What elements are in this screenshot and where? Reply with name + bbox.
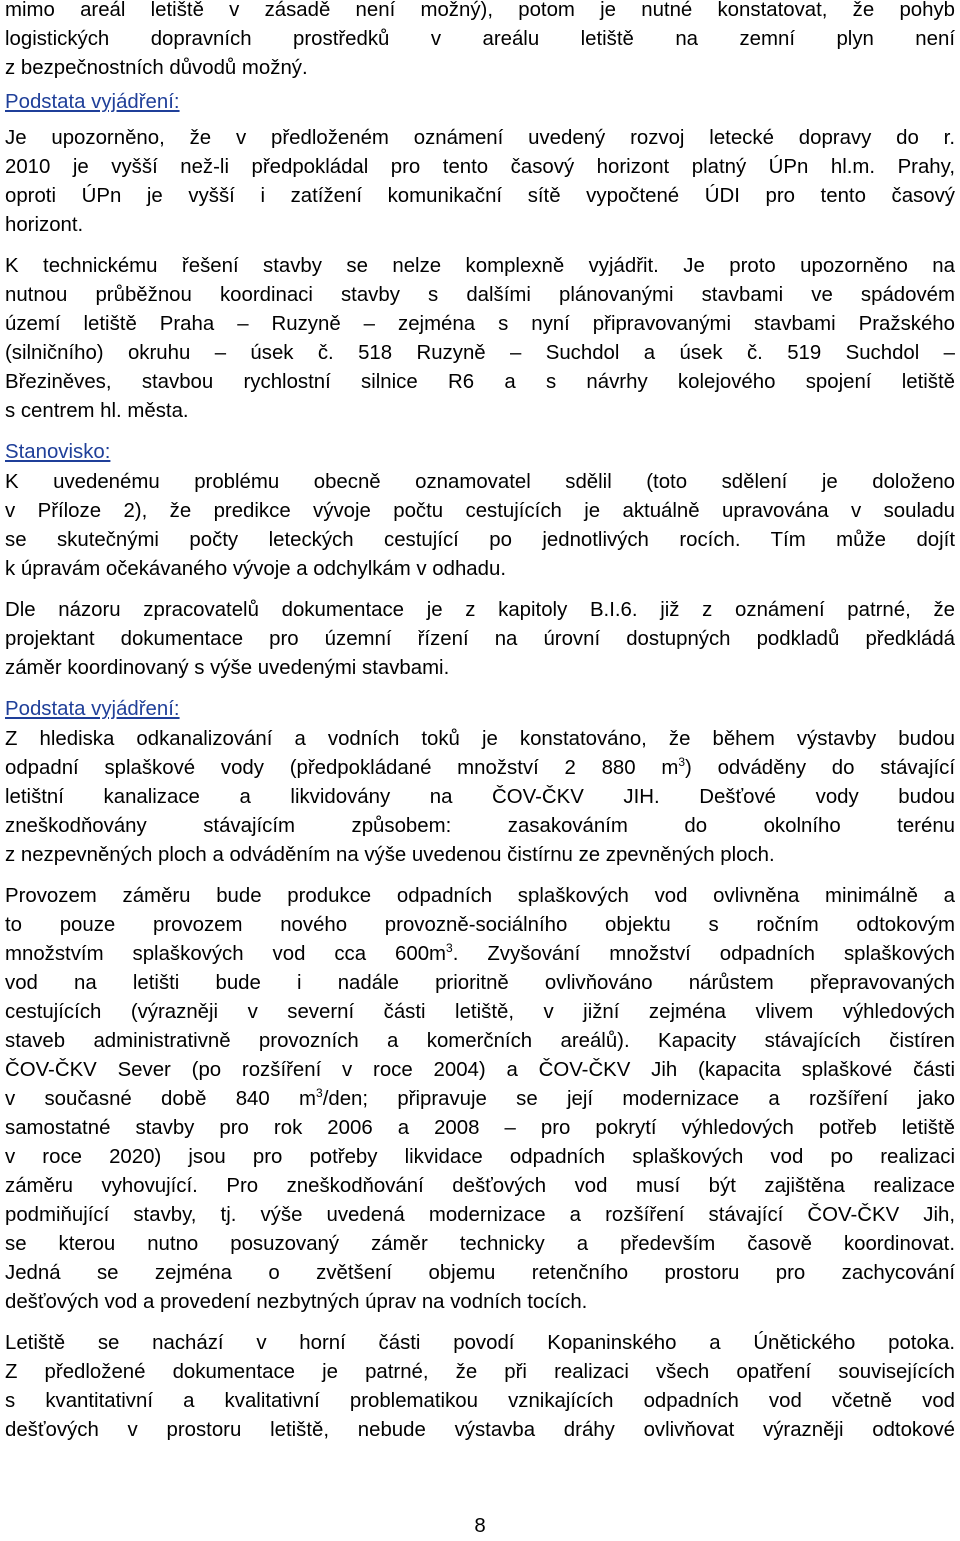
text-line: K uvedenému problému obecně oznamovatel sdělil (toto sdělení je doloženo: [5, 471, 955, 493]
text-line: oproti ÚPn je vyšší i zatížení komunikační sítě vypočtené ÚDI pro tento časový: [5, 185, 955, 207]
text-line: (silničního) okruhu – úsek č. 518 Ruzyně – Suchdol a úsek č. 519 Suchdol –: [5, 342, 955, 364]
superscript: 3: [316, 1086, 323, 1101]
text-line: dešťových v prostoru letiště, nebude výstavba dráhy ovlivňovat výrazněji odtokové: [5, 1419, 955, 1441]
section-heading: [5, 438, 955, 467]
text-line: logistických dopravních prostředků v areálu letiště na zemní plyn není: [5, 28, 955, 50]
heading-label: Stanovisko:: [5, 441, 111, 463]
text-line: Je upozorněno, že v předloženém oznámení uvedený rozvoj letecké dopravy do r.: [5, 127, 955, 149]
section-heading: [5, 695, 955, 724]
text-line: Březiněves, stavbou rychlostní silnice R6 a s návrhy kolejového spojení letiště: [5, 371, 955, 393]
superscript: 3: [446, 941, 453, 956]
text-line: Z předložené dokumentace je patrné, že při realizaci všech opatření souvisejících: [5, 1361, 955, 1383]
text-line: Dle názoru zpracovatelů dokumentace je z kapitoly B.I.6. již z oznámení patrné, že: [5, 599, 955, 621]
text-line: z nezpevněných ploch a odváděním na výše uvedenou čistírnu ze zpevněných ploch.: [5, 844, 775, 866]
text-line: s centrem hl. města.: [5, 400, 189, 422]
page-number: 8: [474, 1515, 486, 1537]
text-line: Z hlediska odkanalizování a vodních toků je konstatováno, že během výstavby budou: [5, 728, 955, 750]
heading-label: Podstata vyjádření:: [5, 91, 180, 113]
text-line: množstvím splaškových vod cca $600m^3$. Zvyšování množství odpadních splaškových: [5, 941, 955, 965]
text-line: letištní kanalizace a likvidovány na ČOV-ČKV JIH. Dešťové vody budou: [5, 786, 955, 808]
text-line: ČOV-ČKV Sever (po rozšíření v roce 2004) a ČOV-ČKV Jih (kapacita splaškové části: [5, 1059, 955, 1081]
text-line: z bezpečnostních důvodů možný.: [5, 57, 308, 79]
text-line: v roce 2020) jsou pro potřeby likvidace odpadních splaškových vod po realizaci: [5, 1146, 955, 1168]
text-line: se skutečnými počty leteckých cestující po jednotlivých rocích. Tím může dojít: [5, 529, 955, 551]
superscript: 3: [678, 755, 686, 770]
text-line: 2010 je vyšší než-li předpokládal pro tento časový horizont platný ÚPn hl.m. Prahy,: [5, 156, 955, 178]
text-line: samostatné stavby pro rok 2006 a 2008 – pro pokrytí výhledových potřeb letiště: [5, 1117, 955, 1139]
text-line: to pouze provozem nového provozně-sociálního objektu s ročním odtokovým: [5, 914, 955, 936]
text-line: dešťových vod a provedení nezbytných úprav na vodních tocích.: [5, 1291, 588, 1313]
text-line: odpadní splaškové vody (předpokládané množství 2 880 $m^3$) odváděny do stávající: [5, 755, 955, 779]
text-line: v současné době 840 $m^3$/den; připravuje se její modernizace a rozšíření jako: [5, 1086, 955, 1110]
text-line: se kterou nutno posuzovaný záměr technicky a především časově koordinovat.: [5, 1233, 955, 1255]
section-heading: [5, 88, 955, 117]
text-line: mimo areál letiště v zásadě není možný), potom je nutné konstatovat, že pohyb: [5, 0, 955, 21]
text-line: v Příloze 2), že predikce vývoje počtu cestujících je aktuálně upravována v souladu: [5, 500, 955, 522]
text-line: staveb administrativně provozních a komerčních areálů). Kapacity stávajících čistíren: [5, 1030, 955, 1052]
heading-label: Podstata vyjádření:: [5, 698, 180, 720]
text-line: k úpravám očekávaného vývoje a odchylkám v odhadu.: [5, 558, 506, 580]
text-line: cestujících (výrazněji v severní části letiště, v jižní zejména vlivem výhledových: [5, 1001, 955, 1023]
text-line: K technickému řešení stavby se nelze komplexně vyjádřit. Je proto upozorněno na: [5, 255, 955, 277]
text-line: záměru vyhovující. Pro zneškodňování dešťových vod musí být zajištěna realizace: [5, 1175, 955, 1197]
text-line: projektant dokumentace pro územní řízení na úrovní dostupných podkladů předkládá: [5, 628, 955, 650]
text-line: zneškodňovány stávajícím způsobem: zasakováním do okolního terénu: [5, 815, 955, 837]
text-line: vod na letišti bude i nadále prioritně ovlivňováno nárůstem přepravovaných: [5, 972, 955, 994]
text-line: Letiště se nachází v horní části povodí Kopaninského a Únětického potoka.: [5, 1332, 955, 1354]
text-line: Provozem záměru bude produkce odpadních splaškových vod ovlivněna minimálně a: [5, 885, 955, 907]
text-line: s kvantitativní a kvalitativní problematikou vznikajících odpadních vod včetně vod: [5, 1390, 955, 1412]
text-line: Jedná se zejména o zvětšení objemu retenčního prostoru pro zachycování: [5, 1262, 955, 1284]
text-line: podmiňující stavby, tj. výše uvedená modernizace a rozšíření stávající ČOV-ČKV Jih,: [5, 1204, 955, 1226]
text-line: území letiště Praha – Ruzyně – zejména s nyní připravovanými stavbami Pražského: [5, 313, 955, 335]
text-line: horizont.: [5, 214, 84, 236]
text-line: záměr koordinovaný s výše uvedenými stavbami.: [5, 657, 450, 679]
document-page: [5, 0, 955, 1537]
text-line: nutnou průběžnou koordinaci stavby s dalšími plánovanými stavbami ve spádovém: [5, 284, 955, 306]
